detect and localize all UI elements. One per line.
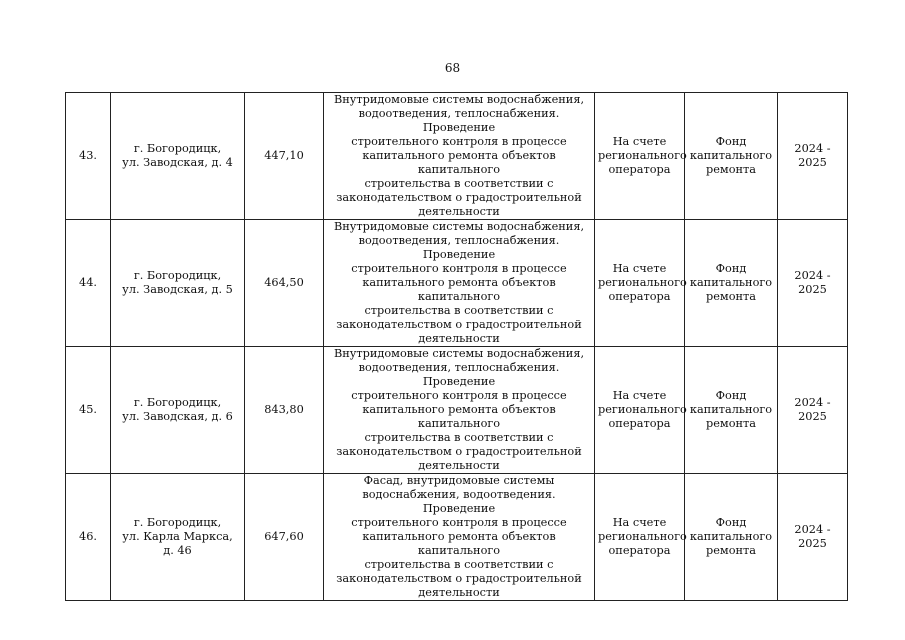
- period-cell: 2024 - 2025: [778, 347, 848, 474]
- period-cell: 2024 - 2025: [778, 220, 848, 347]
- address-cell: г. Богородицк, ул. Карла Маркса, д. 46: [111, 474, 245, 601]
- account-type-cell: На счете регионального оператора: [595, 220, 685, 347]
- works-description-cell: Фасад, внутридомовые системы водоснабжения, водоотведения. Проведение строительного контроля в процессе капитального ремонта объектов капитального строительства в соответствии с законодательством о градостроительной деятельности: [324, 474, 595, 601]
- works-description-cell: Внутридомовые системы водоснабжения, водоотведения, теплоснабжения. Проведение строительного контроля в процессе капитального ремонта объектов капитального строительства в соответствии с законодательством о градостроительной деятельности: [324, 220, 595, 347]
- works-description-cell: Внутридомовые системы водоснабжения, водоотведения, теплоснабжения. Проведение строительного контроля в процессе капитального ремонта объектов капитального строительства в соответствии с законодательством о градостроительной деятельности: [324, 93, 595, 220]
- works-table: [65, 92, 848, 601]
- address-cell: г. Богородицк, ул. Заводская, д. 4: [111, 93, 245, 220]
- funding-source-cell: Фонд капитального ремонта: [685, 474, 778, 601]
- area-cell: 843,80: [245, 347, 324, 474]
- address-cell: г. Богородицк, ул. Заводская, д. 6: [111, 347, 245, 474]
- funding-source-cell: Фонд капитального ремонта: [685, 220, 778, 347]
- works-description-cell: Внутридомовые системы водоснабжения, водоотведения, теплоснабжения. Проведение строительного контроля в процессе капитального ремонта объектов капитального строительства в соответствии с законодательством о градостроительной деятельности: [324, 347, 595, 474]
- period-cell: 2024 - 2025: [778, 93, 848, 220]
- area-cell: 464,50: [245, 220, 324, 347]
- area-cell: 447,10: [245, 93, 324, 220]
- table-row: [66, 347, 848, 474]
- account-type-cell: На счете регионального оператора: [595, 93, 685, 220]
- row-number: 44.: [66, 220, 111, 347]
- row-number: 45.: [66, 347, 111, 474]
- table-row: [66, 474, 848, 601]
- page-number: 68: [444, 61, 461, 75]
- account-type-cell: На счете регионального оператора: [595, 347, 685, 474]
- row-number: 46.: [66, 474, 111, 601]
- funding-source-cell: Фонд капитального ремонта: [685, 93, 778, 220]
- table-row: [66, 93, 848, 220]
- account-type-cell: На счете регионального оператора: [595, 474, 685, 601]
- funding-source-cell: Фонд капитального ремонта: [685, 347, 778, 474]
- table-row: [66, 220, 848, 347]
- address-cell: г. Богородицк, ул. Заводская, д. 5: [111, 220, 245, 347]
- area-cell: 647,60: [245, 474, 324, 601]
- period-cell: 2024 - 2025: [778, 474, 848, 601]
- row-number: 43.: [66, 93, 111, 220]
